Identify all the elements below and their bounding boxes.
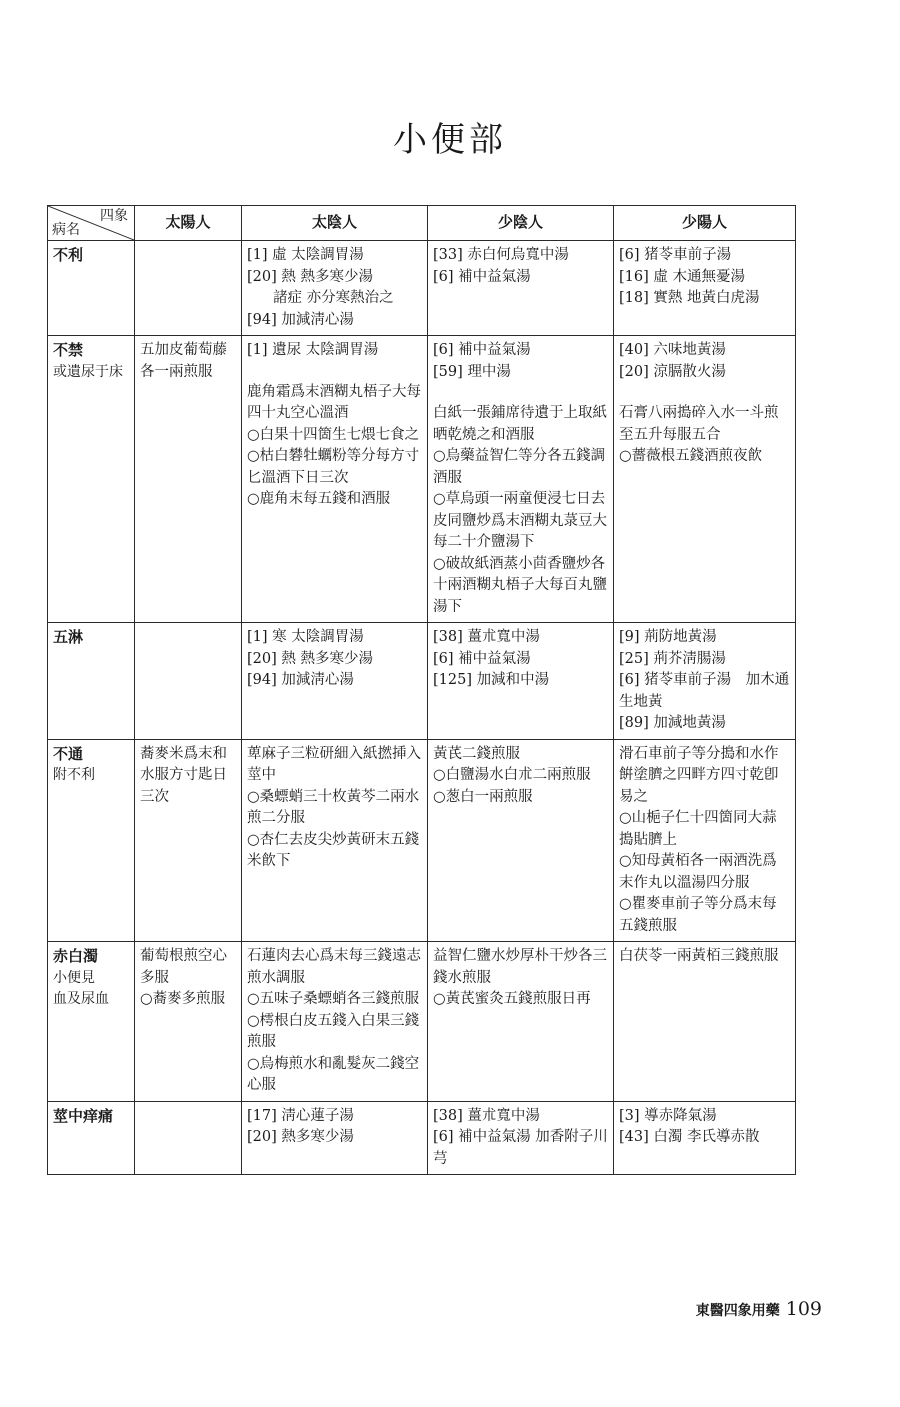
cell-taeyang <box>135 623 242 740</box>
table-row <box>48 942 796 1102</box>
prescription-line: 白紙一張鋪席待遺于上取紙晒乾燒之和酒服 <box>433 405 607 443</box>
prescription-line: ○蕎麥多煎服 <box>140 991 226 1007</box>
prescription-line: ○白果十四箇生七煨七食之 <box>247 426 420 443</box>
book-title: 東醫四象用藥 <box>695 1303 780 1319</box>
disease-name: 莖中痒痛 <box>53 1106 114 1125</box>
prescription-line: ○樗根白皮五錢入白果三錢煎服 <box>247 1012 420 1050</box>
prescription-line: 蕎麥米爲末和水服方寸匙日三次 <box>140 745 227 805</box>
cell-taeyang <box>135 739 242 942</box>
prescription-line: ○鹿角末每五錢和酒服 <box>247 491 391 507</box>
cell-soyang <box>614 241 796 336</box>
cell-soeum <box>428 739 614 942</box>
disease-cell <box>48 739 135 942</box>
blank-line <box>619 383 790 403</box>
prescription-line: [17] 淸心蓮子湯 <box>247 1107 354 1124</box>
cell-soyang <box>614 942 796 1102</box>
table-header-row <box>48 206 796 241</box>
prescription-line: [9] 荊防地黃湯 <box>619 629 717 645</box>
prescription-line: [20] 熱 熱多寒少湯 <box>247 650 373 667</box>
cell-taeeum <box>242 1101 428 1175</box>
cell-soyang <box>614 623 796 740</box>
prescription-line: 五加皮葡萄藤各一兩煎服 <box>140 342 227 380</box>
prescription-line: [6] 補中益氣湯 <box>433 342 531 358</box>
disease-note: 血及尿血 <box>53 991 109 1007</box>
table-body <box>48 241 796 1175</box>
prescription-line: ○山梔子仁十四箇同大蒜搗貼臍上 <box>619 810 777 848</box>
prescription-line: 益智仁鹽水炒厚朴干炒各三錢水煎服 <box>433 948 607 986</box>
cell-taeeum <box>242 241 428 336</box>
page-number: 109 <box>785 1298 822 1320</box>
cell-taeyang <box>135 336 242 623</box>
disease-cell <box>48 1101 135 1175</box>
corner-label-disease: 病名 <box>52 222 80 238</box>
prescription-line: ○白鹽湯水白朮二兩煎服 <box>433 767 591 783</box>
prescription-line: ○桑螵蛸三十枚黃芩二兩水煎二分服 <box>247 788 420 826</box>
table-row <box>48 241 796 336</box>
page-title: 小便部 <box>393 120 507 160</box>
cell-soyang <box>614 336 796 623</box>
cell-taeeum <box>242 942 428 1102</box>
table-row <box>48 1101 796 1175</box>
prescription-line: ○烏梅煎水和亂髮灰二錢空心服 <box>247 1055 420 1093</box>
cell-taeeum <box>242 623 428 740</box>
prescription-line: [20] 熱多寒少湯 <box>247 1129 354 1145</box>
prescription-line: 諸症 亦分寒熱治之 <box>273 290 394 306</box>
cell-taeyang <box>135 1101 242 1175</box>
cell-soeum <box>428 623 614 740</box>
prescription-line: [38] 薑朮寬中湯 <box>433 629 540 645</box>
cell-taeyang <box>135 241 242 336</box>
prescription-line: ○黃芪蜜灸五錢煎服日再 <box>433 991 591 1007</box>
prescription-line: 石膏八兩搗碎入水一斗煎至五升每服五合 <box>619 405 779 443</box>
table-row <box>48 336 796 623</box>
disease-name: 五淋 <box>53 628 84 646</box>
column-header-taeeum: 太陰人 <box>242 206 428 241</box>
prescription-line: ○枯白礬牡蠣粉等分每方寸匕溫酒下日三次 <box>247 448 420 486</box>
prescription-line: [6] 補中益氣湯 <box>433 268 531 285</box>
column-header-soyang: 少陽人 <box>614 206 796 241</box>
disease-note: 或遺尿于床 <box>53 363 123 380</box>
prescription-line: ○瞿麥車前子等分爲末每五錢煎服 <box>619 896 777 934</box>
cell-soeum <box>428 241 614 336</box>
disease-note: 小便見 <box>53 969 95 986</box>
prescription-line: ○破故紙酒蒸小茴香鹽炒各十兩酒糊丸梧子大每百丸鹽湯下 <box>433 555 607 615</box>
prescription-line: [1] 寒 太陰調胃湯 <box>247 629 364 645</box>
prescription-line: ○五味子桑螵蛸各三錢煎服 <box>247 991 420 1007</box>
prescription-line: [89] 加減地黃湯 <box>619 715 726 731</box>
prescription-line: [6] 補中益氣湯 加香附子川芎 <box>433 1129 608 1167</box>
column-header-soeum: 少陰人 <box>428 206 614 241</box>
prescription-line: [43] 白濁 李氏導赤散 <box>619 1129 760 1145</box>
prescription-line: [6] 猪苓車前子湯 加木通生地黃 <box>619 672 790 710</box>
prescription-line: [1] 虛 太陰調胃湯 <box>247 247 364 263</box>
disease-note: 附不利 <box>53 767 95 783</box>
prescription-line: ○薔薇根五錢酒煎夜飮 <box>619 448 763 464</box>
prescription-line: [18] 實熱 地黃白虎湯 <box>619 290 760 306</box>
disease-cell <box>48 623 135 740</box>
prescription-line: [6] 補中益氣湯 <box>433 650 531 667</box>
prescription-line: [40] 六味地黃湯 <box>619 342 726 358</box>
prescription-line: [125] 加減和中湯 <box>433 672 550 688</box>
table-row <box>48 623 796 740</box>
prescription-line: ○葱白一兩煎服 <box>433 788 533 805</box>
prescription-line: ○草烏頭一兩童便浸七日去皮同鹽炒爲末酒糊丸菉豆大每二十介鹽湯下 <box>433 491 607 550</box>
prescription-line: 白茯苓一兩黃栢三錢煎服 <box>619 948 779 964</box>
cell-soeum <box>428 1101 614 1175</box>
prescription-line: ○杏仁去皮尖炒黃研末五錢米飮下 <box>247 831 420 869</box>
prescription-line: 黃芪二錢煎服 <box>433 745 520 762</box>
prescription-line: [16] 虛 木通無憂湯 <box>619 268 745 285</box>
disease-cell <box>48 336 135 623</box>
cell-soyang <box>614 1101 796 1175</box>
prescription-line: [94] 加減淸心湯 <box>247 311 354 328</box>
cell-taeeum <box>242 739 428 942</box>
disease-name: 不通 <box>53 744 84 763</box>
prescription-line: [20] 熱 熱多寒少湯 <box>247 268 373 285</box>
column-header-taeyang: 太陽人 <box>135 206 242 241</box>
corner-cell <box>48 206 135 241</box>
cell-taeeum <box>242 336 428 623</box>
blank-line <box>433 383 608 403</box>
cell-soyang <box>614 739 796 942</box>
prescription-line: [59] 理中湯 <box>433 363 511 380</box>
prescription-line: ○烏藥益智仁等分各五錢調酒服 <box>433 448 606 486</box>
disease-cell <box>48 241 135 336</box>
disease-cell <box>48 942 135 1102</box>
prescription-line: [20] 涼膈散火湯 <box>619 363 726 380</box>
prescription-line: [38] 薑朮寬中湯 <box>433 1107 540 1124</box>
prescription-line: [6] 猪苓車前子湯 <box>619 247 732 263</box>
disease-name: 赤白濁 <box>53 947 99 965</box>
cell-soeum <box>428 336 614 623</box>
prescription-line: [3] 導赤降氣湯 <box>619 1107 717 1124</box>
prescription-line: 滑石車前子等分搗和水作餠塗臍之四畔方四寸乾卽易之 <box>619 745 779 805</box>
prescription-line: 萆麻子三粒研細入紙撚揷入莖中 <box>247 745 421 783</box>
prescription-line: 石蓮肉去心爲末每三錢遠志煎水調服 <box>247 948 421 986</box>
page-footer <box>696 1298 822 1320</box>
prescription-line: 葡萄根煎空心多服 <box>140 948 227 986</box>
prescription-line: ○知母黃栢各一兩酒洗爲末作丸以溫湯四分服 <box>619 853 777 891</box>
cell-soeum <box>428 942 614 1102</box>
prescription-table <box>47 205 796 1175</box>
disease-name: 不利 <box>53 246 84 264</box>
disease-name: 不禁 <box>53 341 84 359</box>
prescription-line: [33] 赤白何烏寬中湯 <box>433 247 569 263</box>
prescription-line: [25] 荊芥淸腸湯 <box>619 650 726 667</box>
prescription-line: 鹿角霜爲末酒糊丸梧子大每四十丸空心溫酒 <box>247 383 421 421</box>
table-row <box>48 739 796 942</box>
blank-line <box>247 362 422 382</box>
prescription-line: [94] 加減淸心湯 <box>247 672 354 688</box>
cell-taeyang <box>135 942 242 1102</box>
prescription-line: [1] 遺尿 太陰調胃湯 <box>247 342 379 358</box>
corner-label-four-types: 四象 <box>100 208 128 224</box>
